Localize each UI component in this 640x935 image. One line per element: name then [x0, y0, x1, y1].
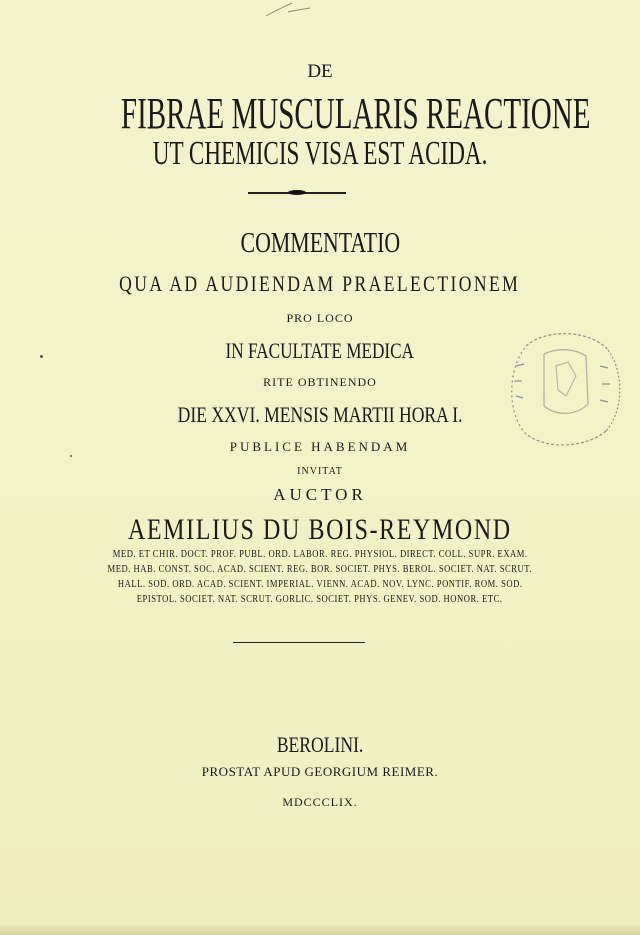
auctor: AUCTOR	[273, 485, 367, 504]
credentials-line	[0, 595, 640, 605]
credentials-line-text: MED. ET CHIR. DOCT. PROF. PUBL. ORD. LABOR. REG. PHYSIOL. DIRECT. COLL. SUPR. EXAM.	[112, 549, 528, 560]
credentials-line-text: HALL. SOD. ORD. ACAD. SCIENT. IMPERIAL. VIENN. ACAD. NOV. LYNC. PONTIF. ROM. SOD.	[117, 579, 523, 590]
in-facultate-text: IN FACULTATE MEDICA	[225, 338, 415, 363]
page-bottom-edge	[0, 925, 640, 935]
credentials-line	[0, 565, 640, 575]
credentials-line	[0, 550, 640, 560]
main-title-line2-text: UT CHEMICIS VISA EST ACIDA.	[152, 135, 488, 172]
main-title-line1	[0, 89, 640, 138]
speck	[40, 355, 43, 358]
publice-habendam: PUBLICE HABENDAM	[229, 439, 411, 454]
commentatio-text: COMMENTATIO	[240, 228, 400, 259]
invitat: INVITAT	[297, 466, 343, 477]
author-name	[0, 515, 640, 545]
credentials-line-text: EPISTOL. SOCIET. NAT. SCRUT. GORLIC. SOCIET. PHYS. GENEV. SOD. HONOR. ETC.	[137, 594, 503, 605]
divider-rule	[233, 642, 365, 643]
publication-city-text: BEROLINI.	[276, 732, 364, 757]
publication-city	[0, 734, 640, 756]
ornamental-rule	[248, 192, 346, 194]
publisher-line: PROSTAT APUD GEORGIUM REIMER.	[201, 764, 439, 779]
pencil-mark-icon	[262, 0, 312, 20]
publication-year: MDCCCLIX.	[282, 795, 358, 809]
main-title-line2	[0, 137, 640, 171]
date-line-text: DIE XXVI. MENSIS MARTII HORA I.	[177, 402, 463, 427]
credentials-line	[0, 580, 640, 590]
library-stamp-icon	[496, 326, 626, 456]
author-name-text: AEMILIUS DU BOIS-REYMOND	[128, 513, 512, 546]
preposition-de: DE	[307, 61, 333, 82]
rite-obtinendo: RITE OBTINENDO	[263, 375, 377, 389]
main-title-line1-text: FIBRAE MUSCULARIS REACTIONE	[120, 89, 591, 138]
qua-line	[0, 273, 640, 295]
speck	[70, 455, 72, 457]
pro-loco: PRO LOCO	[286, 311, 354, 325]
commentatio-heading	[0, 230, 640, 258]
credentials-line-text: MED. HAB. CONST. SOC. ACAD. SCIENT. REG. BOR. SOCIET. PHYS. BEROL. SOCIET. NAT. SCRUT.	[107, 564, 533, 575]
qua-line-text: QUA AD AUDIENDAM PRAELECTIONEM	[119, 271, 521, 296]
